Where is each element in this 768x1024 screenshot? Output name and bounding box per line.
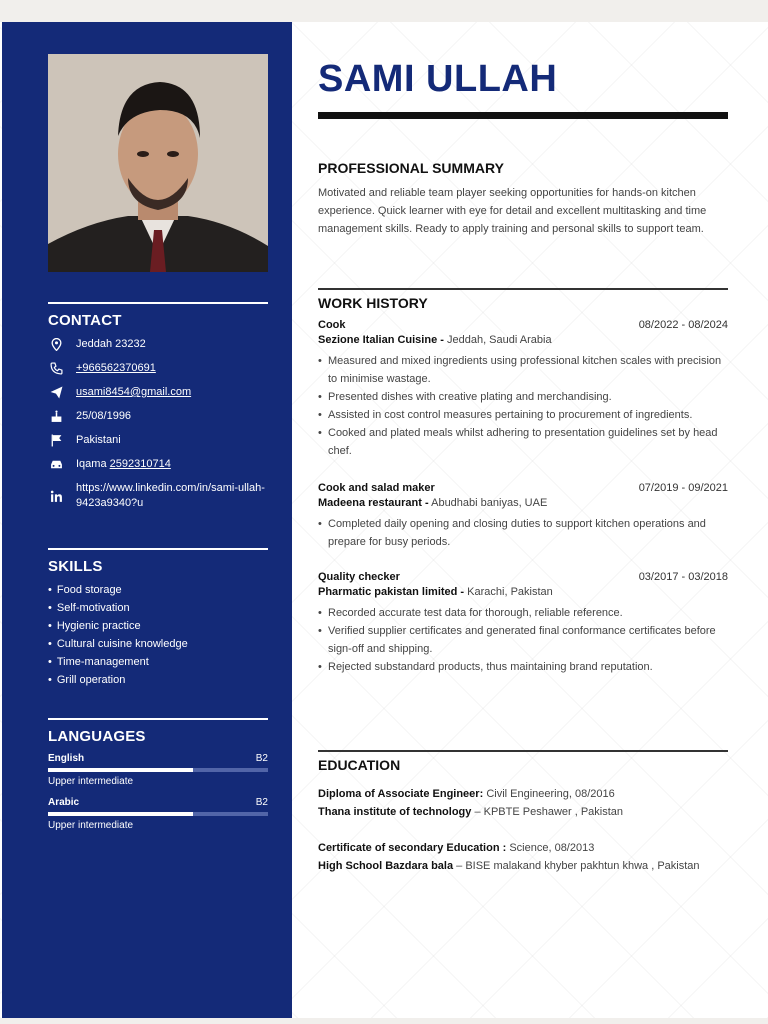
skills-divider xyxy=(48,548,268,550)
job-location: Jeddah, Saudi Arabia xyxy=(446,334,552,346)
job-bullet: • Verified supplier certificates and generated final conformance certificates before sign-off and shipping. xyxy=(318,622,728,658)
job-bullet: • Cooked and plated meals whilst adhering to presentation guidelines set by head chef. xyxy=(318,424,728,460)
language-level: B2 xyxy=(255,753,268,764)
job-title: Cook xyxy=(318,319,346,331)
language-level-bar-fill xyxy=(48,812,193,816)
iqama-label: Iqama xyxy=(76,458,107,470)
skill-item: • Cultural cuisine knowledge xyxy=(48,637,268,651)
contact-phone xyxy=(48,361,268,376)
languages-divider xyxy=(48,718,268,720)
profile-photo-image xyxy=(48,54,268,272)
contact-title: CONTACT xyxy=(48,312,122,329)
contact-divider xyxy=(48,302,268,304)
candidate-name: SAMI ULLAH xyxy=(318,58,558,100)
car-icon xyxy=(48,457,64,472)
work-title: WORK HISTORY xyxy=(318,295,428,311)
language-arabic xyxy=(48,797,268,831)
job-bullet: • Presented dishes with creative plating and merchandising. xyxy=(318,388,728,406)
skill-item: • Self-motivation xyxy=(48,601,268,615)
phone-link[interactable]: +966562370691 xyxy=(76,362,156,374)
contact-nationality xyxy=(48,433,268,448)
contact-email xyxy=(48,385,268,400)
language-description: Upper intermediate xyxy=(48,820,134,831)
nationality-text: Pakistani xyxy=(76,434,121,446)
skill-item: • Hygienic practice xyxy=(48,619,268,633)
contact-iqama xyxy=(48,457,268,472)
job-employer-line xyxy=(318,586,728,598)
job-bullet: • Assisted in cost control measures pertaining to procurement of ingredients. xyxy=(318,406,728,424)
education-entry-secondary xyxy=(318,839,728,875)
job-dates: 08/2022 - 08/2024 xyxy=(638,319,728,331)
resume-page xyxy=(0,22,768,1018)
languages-section xyxy=(48,718,268,841)
language-name: Arabic xyxy=(48,797,80,808)
skills-title: SKILLS xyxy=(48,558,103,575)
cake-icon xyxy=(48,409,64,424)
job-title: Quality checker xyxy=(318,571,400,583)
work-history-section xyxy=(318,288,728,676)
contact-address xyxy=(48,337,268,352)
skills-list xyxy=(48,583,268,687)
address-text: Jeddah 23232 xyxy=(76,338,146,350)
education-entry-diploma xyxy=(318,785,728,821)
contact-section xyxy=(48,302,268,520)
send-icon xyxy=(48,385,64,400)
job-location: Abudhabi baniyas, UAE xyxy=(431,497,548,509)
education-section xyxy=(318,750,728,875)
education-field: Civil Engineering, 08/2016 xyxy=(486,788,615,800)
flag-icon xyxy=(48,433,64,448)
job-bullets xyxy=(318,604,728,676)
job-bullets xyxy=(318,352,728,460)
language-name: English xyxy=(48,753,85,764)
language-level-bar-fill xyxy=(48,768,193,772)
job-employer: Sezione Italian Cuisine - xyxy=(318,334,444,346)
sidebar xyxy=(2,22,292,1018)
language-english xyxy=(48,753,268,787)
education-place: – KPBTE Peshawer , Pakistan xyxy=(474,806,624,818)
education-divider xyxy=(318,750,728,752)
skill-item: • Grill operation xyxy=(48,673,268,687)
job-entry-salad-maker xyxy=(318,482,728,551)
job-bullets xyxy=(318,515,728,551)
iqama-number[interactable]: 2592310714 xyxy=(109,458,171,470)
education-school: High School Bazdara bala xyxy=(318,860,454,872)
email-link[interactable]: usami8454@gmail.com xyxy=(76,386,192,398)
language-level: B2 xyxy=(255,797,268,808)
job-bullet: • Rejected substandard products, thus maintaining brand reputation. xyxy=(318,658,728,676)
linkedin-icon xyxy=(48,489,64,504)
location-pin-icon xyxy=(48,337,64,352)
job-dates: 03/2017 - 03/2018 xyxy=(638,571,728,583)
job-bullet: • Completed daily opening and closing duties to support kitchen operations and prepare for busy periods. xyxy=(318,515,728,551)
job-employer: Pharmatic pakistan limited - xyxy=(318,586,465,598)
job-employer-line xyxy=(318,334,728,346)
summary-title: PROFESSIONAL SUMMARY xyxy=(318,160,504,176)
contact-dob xyxy=(48,409,268,424)
language-level-bar xyxy=(48,768,268,772)
skill-item: • Time-management xyxy=(48,655,268,669)
phone-icon xyxy=(48,361,64,376)
education-school: Thana institute of technology xyxy=(318,806,472,818)
education-field: Science, 08/2013 xyxy=(509,842,595,854)
language-description: Upper intermediate xyxy=(48,776,134,787)
summary-text: Motivated and reliable team player seeking opportunities for hands-on kitchen experience. Quick learner with eye for detail and excellent multitasking and time management skills. Ready to apply training and personal skills to support team. xyxy=(318,187,707,235)
profile-photo xyxy=(48,54,268,272)
job-entry-cook xyxy=(318,319,728,460)
iqama-text xyxy=(76,457,171,472)
summary-section xyxy=(318,160,728,238)
languages-title: LANGUAGES xyxy=(48,728,146,745)
job-bullet: • Recorded accurate test data for thorough, reliable reference. xyxy=(318,604,728,622)
job-bullet: • Measured and mixed ingredients using professional kitchen scales with precision to minimise wastage. xyxy=(318,352,728,388)
education-place: – BISE malakand khyber pakhtun khwa , Pakistan xyxy=(456,860,700,872)
work-divider xyxy=(318,288,728,290)
name-divider xyxy=(318,112,728,119)
job-dates: 07/2019 - 09/2021 xyxy=(638,482,728,494)
education-degree: Certificate of secondary Education : xyxy=(318,842,507,854)
job-location: Karachi, Pakistan xyxy=(467,586,553,598)
linkedin-link[interactable]: https://www.linkedin.com/in/sami-ullah-9423a9340?u xyxy=(76,482,265,509)
contact-linkedin xyxy=(48,481,268,511)
job-employer-line xyxy=(318,497,728,509)
job-employer: Madeena restaurant - xyxy=(318,497,429,509)
skill-item: • Food storage xyxy=(48,583,268,597)
job-title: Cook and salad maker xyxy=(318,482,435,494)
job-entry-quality-checker xyxy=(318,571,728,676)
dob-text: 25/08/1996 xyxy=(76,410,132,422)
skills-section xyxy=(48,548,268,691)
education-title: EDUCATION xyxy=(318,757,401,773)
education-degree: Diploma of Associate Engineer: xyxy=(318,788,484,800)
language-level-bar xyxy=(48,812,268,816)
